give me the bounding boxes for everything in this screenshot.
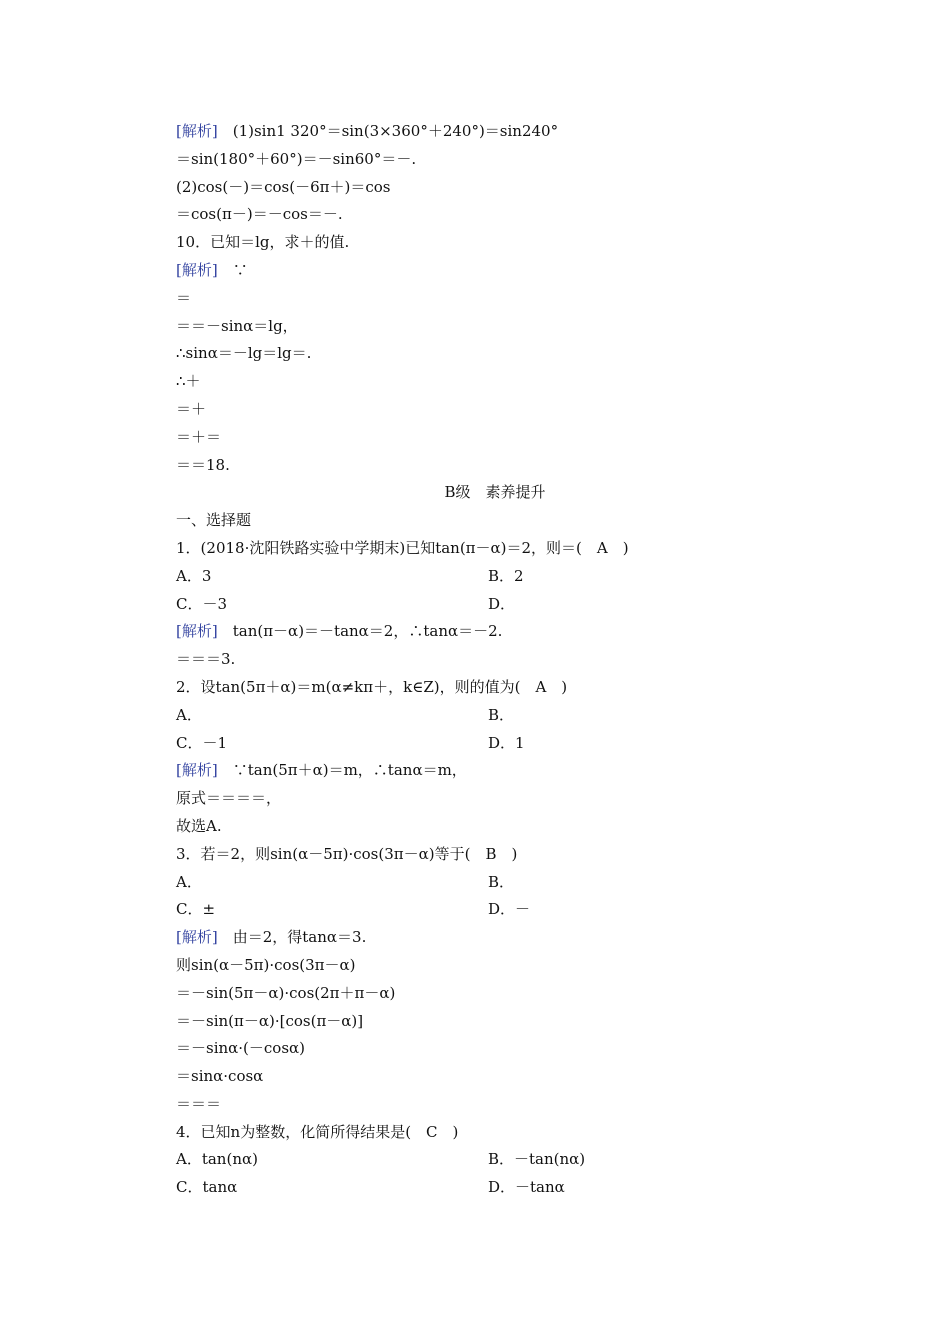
section-subtitle: 一、选择题 (176, 511, 252, 530)
solution-line: ＝sin(180°＋60°)＝－sin60°＝－. (176, 149, 417, 168)
option-d: D．－tanα (488, 1178, 565, 1197)
option-c: C．± (176, 900, 216, 919)
option-a: A．tan(nα) (176, 1150, 258, 1169)
option-row (176, 896, 776, 924)
solution-line: (2)cos(－)＝cos(－6π＋)＝cos (176, 177, 391, 196)
solution-line: ＝－sin(π－α)·[cos(π－α)] (176, 1011, 364, 1030)
solution-line: ＝＋＝ (176, 427, 222, 446)
solution-line: [解析] 由＝2，得tanα＝3. (176, 928, 367, 947)
option-row (176, 591, 776, 619)
question-1-stem: 1．(2018·沈阳铁路实验中学期末)已知tan(π－α)＝2，则＝( A ) (176, 538, 629, 557)
document-page (176, 118, 776, 1202)
option-b: B．2 (488, 566, 524, 585)
section-title: B级 素养提升 (444, 483, 546, 502)
option-row (176, 730, 776, 758)
solution-line: ＝－sinα·(－cosα) (176, 1039, 306, 1058)
solution-line: ＝＝＝ (176, 1094, 222, 1113)
option-row (176, 1174, 776, 1202)
option-row (176, 1146, 776, 1174)
solution-line: 故选A. (176, 816, 222, 835)
option-a: A．3 (176, 566, 212, 585)
option-a: A． (176, 872, 202, 891)
solution-line: ∴＋ (176, 372, 201, 391)
option-c: C．－3 (176, 594, 228, 613)
option-c: C．tanα (176, 1178, 238, 1197)
solution-line: ＝ (176, 288, 192, 307)
solution-tag: [解析] (176, 260, 218, 279)
solution-tag: [解析] (176, 761, 218, 780)
question-10-stem: 10．已知＝lg，求＋的值. (176, 233, 350, 252)
option-d: D． (488, 594, 516, 613)
option-row (176, 869, 776, 897)
solution-tag: [解析] (176, 122, 218, 140)
solution-line: ＝－sin(5π－α)·cos(2π＋π－α) (176, 983, 396, 1002)
option-b: B．－tan(nα) (488, 1150, 586, 1169)
solution-tag: [解析] (176, 622, 218, 641)
option-d: D．1 (488, 733, 525, 752)
option-c: C．－1 (176, 733, 228, 752)
option-b: B． (488, 705, 515, 724)
option-a: A． (176, 705, 202, 724)
solution-tag: [解析] (176, 928, 218, 947)
solution-line: ＝＝18. (176, 455, 230, 474)
question-4-stem: 4．已知n为整数，化简所得结果是( C ) (176, 1122, 459, 1141)
solution-line: [解析] ∵tan(5π＋α)＝m，∴tanα＝m， (176, 761, 467, 780)
option-row (176, 563, 776, 591)
solution-line: ∴sinα＝－lg＝lg＝. (176, 344, 312, 363)
solution-line: 则sin(α－5π)·cos(3π－α) (176, 955, 356, 974)
solution-line: ＝＋ (176, 399, 207, 418)
question-2-stem: 2．设tan(5π＋α)＝m(α≠kπ＋，k∈Z)，则的值为( A ) (176, 677, 568, 696)
option-b: B． (488, 872, 515, 891)
solution-line: [解析] tan(π－α)＝－tanα＝2，∴tanα＝－2. (176, 622, 503, 641)
question-3-stem: 3．若＝2，则sin(α－5π)·cos(3π－α)等于( B ) (176, 844, 518, 863)
solution-line: ＝sinα·cosα (176, 1067, 264, 1086)
solution-line: ＝cos(π－)＝－cos＝－. (176, 205, 343, 224)
solution-line: ＝＝＝3. (176, 650, 236, 669)
solution-line: [解析] ∵ (176, 260, 248, 279)
option-d: D．－ (488, 900, 531, 919)
solution-line: 原式＝＝＝＝， (176, 789, 282, 808)
solution-line: ＝＝－sinα＝lg， (176, 316, 298, 335)
solution-line: [解析] (1)sin1 320°＝sin(3×360°＋240°)＝sin240° (176, 122, 559, 140)
option-row (176, 702, 776, 730)
